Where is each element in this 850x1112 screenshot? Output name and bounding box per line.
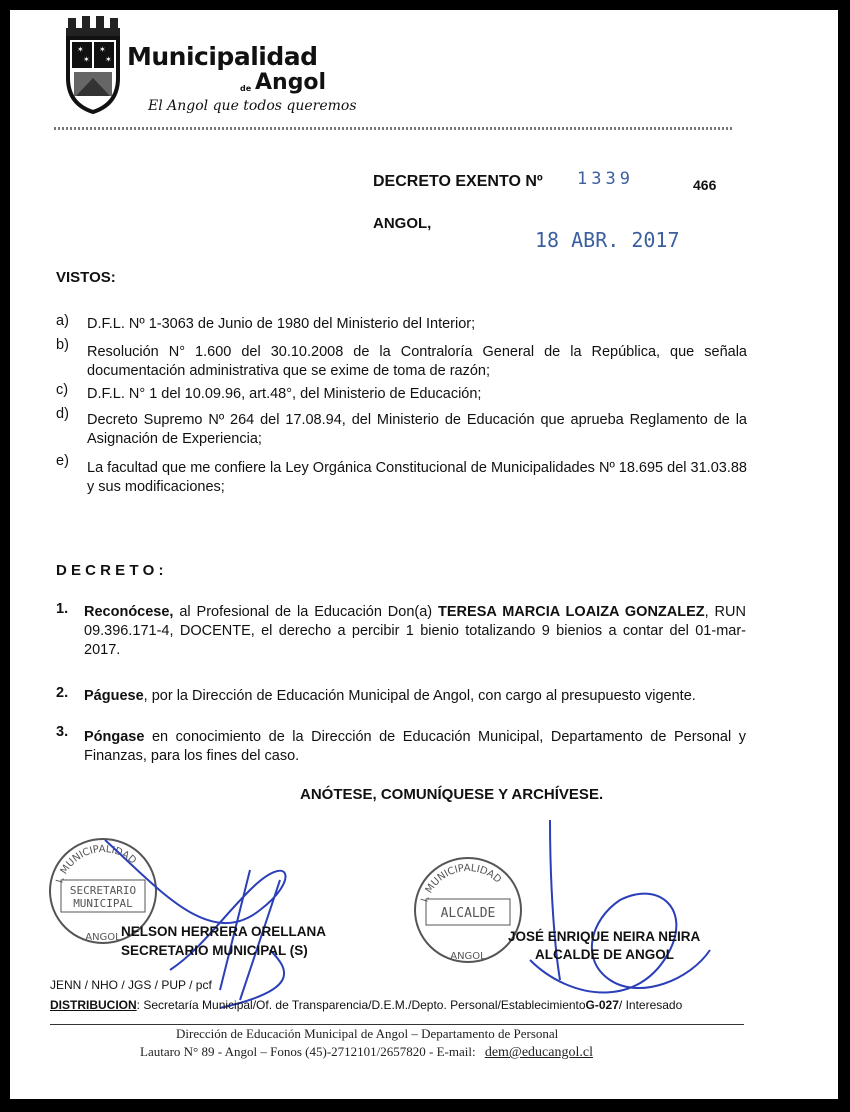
decree-title: DECRETO EXENTO Nº (373, 173, 543, 190)
slogan: El Angol que todos queremos (148, 98, 357, 114)
beneficiary-name: TERESA MARCIA LOAIZA GONZALEZ (438, 604, 705, 620)
vistos-letter-a: a) (56, 313, 69, 329)
decreto-text-2: , por la Dirección de Educación Municipal de Angol, con cargo al presupuesto vigente. (143, 688, 696, 704)
place-label: ANGOL, (373, 215, 432, 232)
decreto-rest-1: , RUN 09.396.171-4, DOCENTE, el derecho a percibir 1 bienio totalizando 9 bienios a contar del 01-mar-2017. (84, 604, 746, 658)
mayor-seal-top: I. MUNICIPALIDAD (419, 862, 504, 904)
mayor-signature (510, 810, 740, 1030)
decreto-verb-1: Reconócese, (84, 604, 174, 620)
vistos-letter-d: d) (56, 406, 69, 422)
distribution-end: / Interesado (618, 998, 683, 1012)
distribution-line (50, 998, 682, 1012)
distribution-establishment: G-027 (585, 998, 619, 1012)
document-page (10, 10, 838, 1099)
secretary-seal-top: I. MUNICIPALIDAD (54, 843, 139, 885)
vistos-letter-c: c) (56, 382, 69, 398)
stamped-date: 18 ABR. 2017 (535, 228, 680, 252)
vistos-item-d: Decreto Supremo Nº 264 del 17.08.94, del Ministerio de Educación que aprueba Reglamento de la Asignación de Experiencia; (87, 412, 747, 447)
decreto-item-2 (84, 687, 746, 706)
decreto-num-2: 2. (56, 685, 69, 701)
mayor-seal (412, 855, 524, 965)
logo-de: de (240, 84, 252, 93)
side-number: 466 (693, 177, 717, 193)
secretary-name: NELSON HERRERA ORELLANA (121, 924, 327, 939)
vistos-item-c: D.F.L. N° 1 del 10.09.96, art.48°, del Ministerio de Educación; (87, 386, 482, 402)
header-divider (54, 127, 734, 130)
footer-divider (50, 1024, 744, 1025)
vistos-item-a: D.F.L. Nº 1-3063 de Junio de 1980 del Ministerio del Interior; (87, 316, 476, 332)
mayor-title: ALCALDE DE ANGOL (535, 947, 674, 962)
vistos-heading: VISTOS: (56, 269, 116, 286)
footer-contact: Lautaro N° 89 - Angol – Fonos (45)-2712101/2657820 - E-mail: (140, 1044, 476, 1059)
footer-address (140, 1044, 593, 1061)
decreto-item-1 (84, 603, 746, 660)
mayor-name: JOSÉ ENRIQUE NEIRA NEIRA (508, 929, 701, 944)
svg-text:I. MUNICIPALIDAD (420, 863, 504, 904)
decreto-num-3: 3. (56, 724, 69, 740)
stamped-decree-number: 1339 (577, 169, 634, 189)
secretary-seal-center: SECRETARIO MUNICIPAL (69, 884, 137, 910)
decreto-item-3 (84, 728, 746, 766)
decreto-verb-3: Póngase (84, 729, 145, 745)
logo-city: Angol (255, 70, 327, 95)
closing-formula: ANÓTESE, COMUNÍQUESE Y ARCHÍVESE. (300, 786, 604, 803)
secretary-seal-bottom: ANGOL (85, 932, 121, 943)
initials: JENN / NHO / JGS / PUP / pcf (50, 978, 212, 992)
decreto-text-1: al Profesional de la Educación Don(a) (173, 604, 439, 620)
vistos-letter-b: b) (56, 337, 69, 353)
decreto-verb-2: Páguese (84, 688, 144, 704)
svg-text:✶: ✶ (99, 45, 106, 54)
coat-of-arms-logo (62, 16, 124, 116)
vistos-item-e: La facultad que me confiere la Ley Orgánica Constitucional de Municipalidades Nº 18.695 del 31.03.88 y sus modificaciones; (87, 460, 747, 495)
vistos-letter-e: e) (56, 453, 69, 469)
svg-text:✶: ✶ (105, 55, 112, 64)
decreto-heading: D E C R E T O : (56, 562, 164, 579)
distribution-label: DISTRIBUCION (50, 998, 137, 1012)
distribution-text: : Secretaría Municipal/Of. de Transparencia/D.E.M./Depto. Personal/Establecimiento (136, 998, 586, 1012)
logo-name: Municipalidad (127, 42, 318, 71)
vistos-item-b: Resolución N° 1.600 del 30.10.2008 de la Contraloría General de la República, que señala documentación administrativa que se exime de toma de razón; (87, 344, 747, 379)
decreto-text-3: en conocimiento de la Dirección de Educación Municipal, Departamento de Personal y Finanzas, para los fines del caso. (84, 729, 746, 764)
footer-department: Dirección de Educación Municipal de Angol – Departamento de Personal (176, 1026, 559, 1041)
footer-email[interactable]: dem@educangol.cl (484, 1045, 593, 1060)
secretary-title: SECRETARIO MUNICIPAL (S) (121, 943, 308, 958)
decreto-num-1: 1. (56, 601, 69, 617)
svg-text:✶: ✶ (83, 55, 90, 64)
mayor-seal-center: ALCALDE (440, 906, 496, 921)
mayor-seal-bottom: ANGOL (450, 951, 486, 962)
svg-text:✶: ✶ (77, 45, 84, 54)
